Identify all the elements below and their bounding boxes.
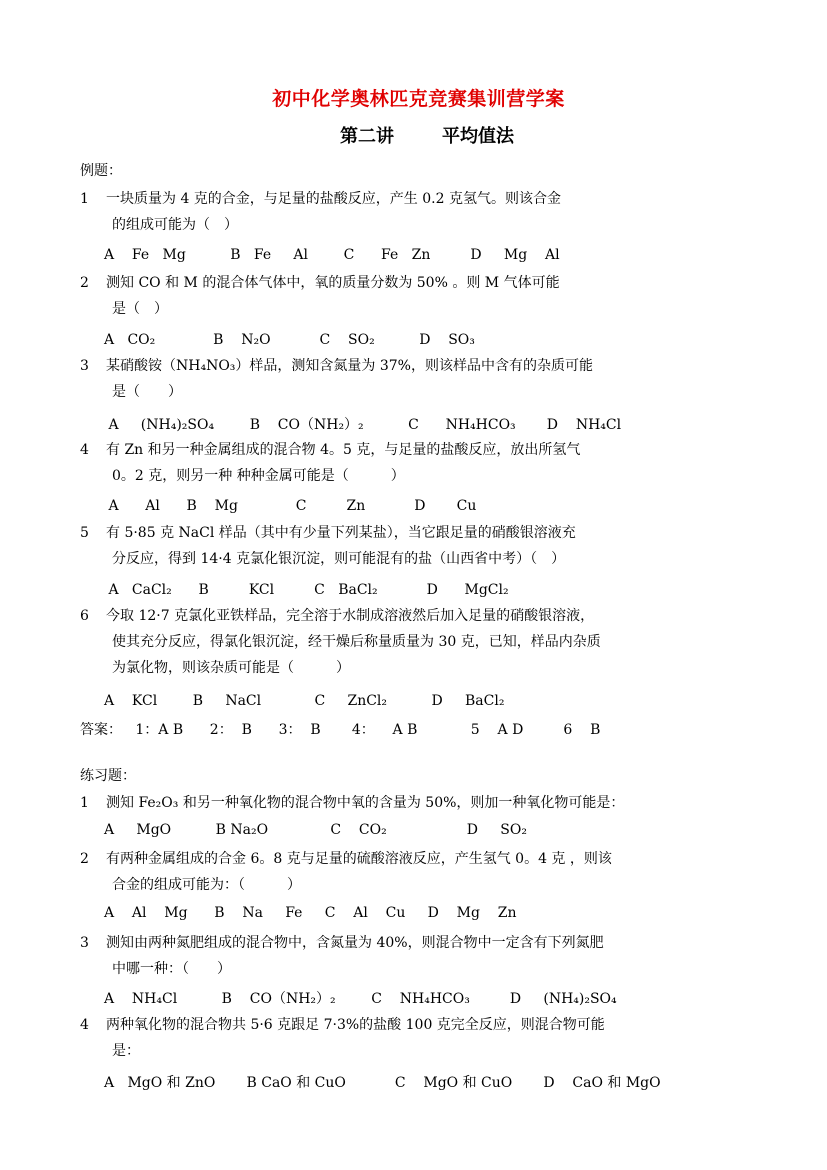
lecture-heading [340, 122, 514, 148]
example-question-5 [80, 520, 680, 572]
practice-options-3: A NH₄Cl B CO（NH₂）₂ C NH₄HCO₃ D (NH₄)₂SO₄ [104, 991, 617, 1007]
question-text: 今取 12·7 克氯化亚铁样品，完全溶于水制成溶液然后加入足量的硝酸银溶液， [106, 608, 595, 624]
example-question-4 [80, 437, 680, 489]
example-question-2 [80, 270, 680, 322]
answer-key: 答案： 1：A B 2： B 3： B 4： A B 5 A D 6 B [80, 722, 601, 738]
example-options-2: A CO₂ B N₂O C SO₂ D SO₃ [104, 332, 475, 348]
practice-options-4: A MgO 和 ZnO B CaO 和 CuO C MgO 和 CuO D CaO 和 MgO [104, 1075, 661, 1091]
question-text-cont: 中哪一种：（ ） [112, 961, 231, 977]
page-title: 初中化学奥林匹克竞赛集训营学案 [272, 88, 565, 110]
example-question-3 [80, 353, 680, 405]
examples-label: 例题： [80, 163, 122, 179]
example-options-5: A CaCl₂ B KCl C BaCl₂ D MgCl₂ [104, 582, 509, 598]
question-text-cont: 的组成可能为（ ） [112, 217, 238, 233]
lecture-topic: 平均值法 [442, 126, 514, 147]
practice-options-1: A MgO B Na₂O C CO₂ D SO₂ [104, 822, 527, 838]
question-number: 5 [80, 525, 89, 541]
example-options-3: A (NH₄)₂SO₄ B CO（NH₂）₂ C NH₄HCO₃ D NH₄Cl [104, 417, 622, 433]
question-number: 1 [80, 795, 89, 811]
question-text-cont: 合金的组成可能为：（ ） [112, 877, 301, 893]
question-text-cont: 0。2 克，则另一种 种种金属可能是（ ） [112, 468, 405, 484]
question-text: 测知 Fe₂O₃ 和另一种氧化物的混合物中氧的含量为 50%，则加一种氧化物可能是： [106, 795, 625, 811]
question-number: 1 [80, 191, 89, 207]
example-question-1 [80, 186, 680, 238]
example-options-4: A Al B Mg C Zn D Cu [104, 498, 477, 514]
question-text-cont: 是（ ） [112, 384, 182, 400]
practice-options-2: A Al Mg B Na Fe C Al Cu D Mg Zn [104, 905, 517, 921]
question-text: 测知 CO 和 M 的混合体气体中，氧的质量分数为 50% 。则 M 气体可能 [106, 275, 560, 291]
practice-label: 练习题： [80, 768, 136, 784]
example-question-6 [80, 603, 680, 681]
question-text: 有 5·85 克 NaCl 样品（其中有少量下列某盐），当它跟足量的硝酸银溶液充 [106, 525, 576, 541]
question-text: 两种氧化物的混合物共 5·6 克跟足 7·3%的盐酸 100 克完全反应，则混合物可能 [106, 1017, 605, 1033]
practice-question-4 [80, 1012, 700, 1064]
question-number: 4 [80, 1017, 89, 1033]
question-text-cont: 为氯化物，则该杂质可能是（ ） [112, 660, 350, 676]
question-number: 6 [80, 608, 89, 624]
practice-question-3 [80, 930, 700, 982]
question-number: 4 [80, 442, 89, 458]
question-text-cont: 是： [112, 1043, 140, 1059]
question-number: 3 [80, 358, 89, 374]
lecture-number: 第二讲 [340, 126, 394, 147]
example-options-1: A Fe Mg B Fe Al C Fe Zn D Mg Al [104, 247, 560, 263]
question-text-cont: 是（ ） [112, 301, 168, 317]
question-text: 有 Zn 和另一种金属组成的混合物 4。5 克，与足量的盐酸反应，放出所氢气 [106, 442, 581, 458]
question-text: 测知由两种氮肥组成的混合物中，含氮量为 40%，则混合物中一定含有下列氮肥 [106, 935, 604, 951]
practice-question-1 [80, 790, 700, 816]
question-number: 2 [80, 851, 89, 867]
question-text: 有两种金属组成的合金 6。8 克与足量的硫酸溶液反应，产生氢气 0。4 克 ，则该 [106, 851, 612, 867]
example-options-6: A KCl B NaCl C ZnCl₂ D BaCl₂ [104, 693, 505, 709]
question-text: 某硝酸铵（NH₄NO₃）样品，测知含氮量为 37%，则该样品中含有的杂质可能 [106, 358, 593, 374]
question-text: 一块质量为 4 克的合金，与足量的盐酸反应，产生 0.2 克氢气。则该合金 [106, 191, 561, 207]
question-number: 3 [80, 935, 89, 951]
question-text-cont: 分反应，得到 14·4 克氯化银沉淀，则可能混有的盐（山西省中考）（ ） [112, 551, 566, 567]
question-text-cont: 使其充分反应，得氯化银沉淀，经干燥后称量质量为 30 克，已知，样品内杂质 [112, 634, 601, 650]
question-number: 2 [80, 275, 89, 291]
practice-question-2 [80, 846, 700, 898]
